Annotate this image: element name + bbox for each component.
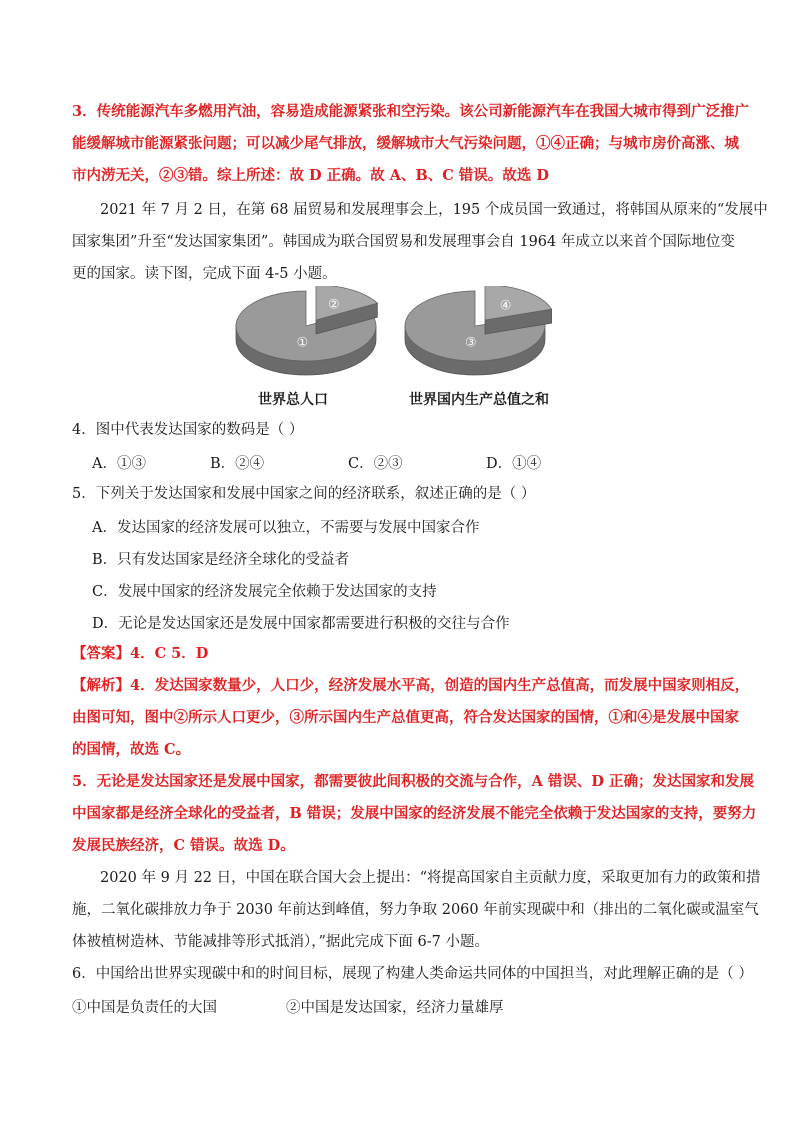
answer-line: [72, 644, 208, 664]
passage-6-7-line-3: 体被植树造林、节能减排等形式抵消），”据此完成下面 6-7 小题。: [72, 934, 489, 950]
q4-option-c: C．②③: [348, 456, 403, 472]
analysis-line-2: 由图可知，图中②所示人口更少，③所示国内生产总值更高，符合发达国家的国情，①和④是发展中国家: [72, 709, 739, 726]
q5-stem: 5．下列关于发达国家和发展中国家之间的经济联系，叙述正确的是（ ）: [72, 486, 536, 502]
pie-1-label-large: ①: [296, 335, 309, 351]
q4-option-d: D．①④: [486, 456, 542, 472]
analysis-text-1: 4．发达国家数量少，人口少，经济发展水平高，创造的国内生产总值高，而发展中国家则相反，: [130, 677, 750, 694]
analysis-tag: 【解析】: [72, 677, 130, 694]
q4-option-a: A．①③: [92, 456, 146, 472]
q5-option-c: C．发展中国家的经济发展完全依赖于发达国家的支持: [92, 584, 437, 600]
q3-analysis-line-1: 3．传统能源汽车多燃用汽油，容易造成能源紧张和空污染。该公司新能源汽车在我国大城市得到广泛推广: [72, 103, 750, 120]
q5-option-b: B．只有发达国家是经济全球化的受益者: [92, 552, 350, 568]
answer-tag: 【答案】: [72, 645, 130, 662]
passage-6-7-line-2: 施，二氧化碳排放力争于 2030 年前达到峰值，努力争取 2060 年前实现碳中和（排出的二氧化碳或温室气: [72, 902, 759, 918]
q6-stem: 6．中国给出世界实现碳中和的时间目标，展现了构建人类命运共同体的中国担当，对此理解正确的是（ ）: [72, 966, 753, 982]
q3-analysis-line-2: 能缓解城市能源紧张问题；可以减少尾气排放，缓解城市大气污染问题，①④正确；与城市房价高涨、城: [72, 135, 739, 152]
analysis-line-1: [72, 676, 749, 696]
pie-2-title: 世界国内生产总值之和: [409, 392, 549, 408]
pie-2-label-small: ④: [499, 298, 512, 314]
q6-option-2: ②中国是发达国家，经济力量雄厚: [286, 1000, 504, 1016]
q6-option-1: ①中国是负责任的大国: [72, 1000, 217, 1016]
q5-option-a: A．发达国家的经济发展可以独立，不需要与发展中国家合作: [92, 520, 480, 536]
pie-1-label-small: ②: [327, 297, 340, 313]
analysis-line-3: 的国情，故选 C。: [72, 741, 191, 758]
q4-stem: 4．图中代表发达国家的数码是（ ）: [72, 422, 304, 438]
q4-option-b: B．②④: [210, 456, 265, 472]
passage-4-5-line-2: 国家集团”升至“发达国家集团”。韩国成为联合国贸易和发展理事会自 1964 年成立以来首个国际地位变: [72, 234, 735, 250]
answer-text: 4．C 5．D: [130, 645, 209, 662]
passage-4-5-line-1: 2021 年 7 月 2 日，在第 68 届贸易和发展理事会上，195 个成员国一致通过，将韩国从原来的“发展中: [100, 202, 768, 218]
pie-2-label-large: ③: [465, 335, 477, 351]
pie-1-title: 世界总人口: [258, 392, 328, 408]
passage-4-5-line-3: 更的国家。读下图，完成下面 4-5 小题。: [72, 266, 337, 282]
analysis-line-4: 5．无论是发达国家还是发展中国家，都需要彼此间积极的交流与合作，A 错误、D 正确；发达国家和发展: [72, 773, 755, 790]
q3-analysis-line-3: 市内涝无关，②③错。综上所述：故 D 正确。故 A、B、C 错误。故选 D: [72, 167, 549, 184]
q5-option-d: D．无论是发达国家还是发展中国家都需要进行积极的交往与合作: [92, 616, 510, 632]
passage-6-7-line-1: 2020 年 9 月 22 日，中国在联合国大会上提出：“将提高国家自主贡献力度，采取更加有力的政策和措: [100, 870, 761, 886]
analysis-line-5: 中国家都是经济全球化的受益者，B 错误；发展中国家的经济发展不能完全依赖于发达国家的支持，要努力: [72, 805, 757, 822]
pie-charts-figure: [232, 286, 562, 406]
analysis-line-6: 发展民族经济，C 错误。故选 D。: [72, 837, 295, 854]
